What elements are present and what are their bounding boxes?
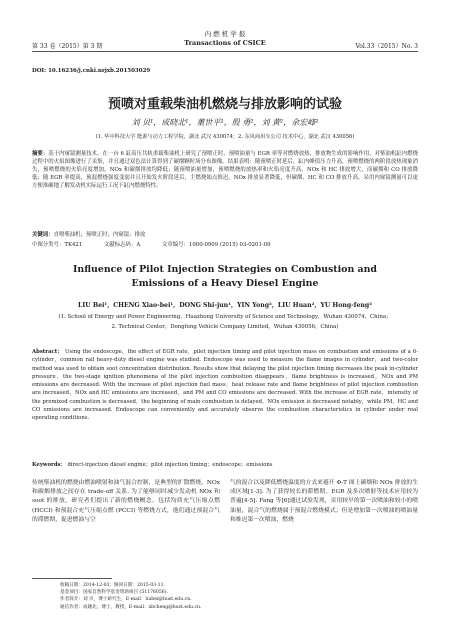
header-volume-cn: 第 33 卷（2015）第 3 期 <box>32 43 103 50</box>
cn-keywords-text: 直喷柴油机；预喷正时；内窥镜；排放 <box>53 232 146 238</box>
journal-name-en: Transactions of CSICE <box>184 39 266 47</box>
cn-affiliation: (1. 华中科技大学 能源与动力工程学院，湖北 武汉 430074；2. 东风商用车公司 技术中心，湖北 武汉 430056) <box>95 134 355 140</box>
footnote-author-bio: 作者简介：刘 贝，博士研究生，E-mail：liubei@hust.edu.cn. <box>60 597 192 603</box>
cn-clc: 中图分类号：TK421 <box>32 242 83 248</box>
journal-name-cn: 内 燃 机 学 报 <box>204 30 246 38</box>
header-divider <box>32 51 418 52</box>
cn-keywords-label: 关键词： <box>32 232 54 238</box>
footnote-funding: 基金项目：国家自然科学基金资助项目 (51176056). <box>60 590 168 596</box>
footnotes <box>60 582 360 611</box>
cn-keywords <box>32 231 418 239</box>
en-keywords-label: Keywords： <box>32 462 66 468</box>
cn-abstract-label: 摘要： <box>32 151 49 157</box>
footnote-corresponding: 通信作者：成晓北，博士，教授，E-mail：xbcheng@hust.edu.cn. <box>60 604 202 610</box>
doi: DOI: 10.16236/j.cnki.nrjxb.201503029 <box>32 68 151 74</box>
en-title-line2: Emissions of a Heavy Diesel Engine <box>131 277 319 289</box>
cn-authors: 刘 贝¹，成晓北¹，董世平¹，殷 勇²，刘 黄²，余宏峰² <box>131 118 319 127</box>
en-keywords <box>32 461 418 469</box>
en-title-line1: Influence of Pilot Injection Strategies on Combustion and <box>73 264 377 275</box>
cn-abstract-text: 基于内窥镜测量技术，在一台 6 缸高压共轨重载柴油机上研究了预喷正时、预喷油量与 EGR 率等对燃烧放热、排放物生成的影响作用。对柴油机缸内燃烧过程中的火焰图像进行了采集，并且通过双色法计算得到了碳烟颗粒场分布图像。结果表明：随预喷正时延后，缸内峰值压力升高，预喷燃烧的两阶段放热现象消失，预喷燃烧的火焰亮度增加，NOx 和碳烟排放均降低；随预喷油量增加，预喷燃烧的放热率和火焰亮度升高，NOx 和 HC 排放增大，而碳烟和 CO 排放降低；随 EGR 率提高，预混燃烧强度变弱并且开始发火阶段延后，主燃烧始点推迟，NOx 排放显著降低，但碳烟、HC 和 CO 排放升高。采用内窥镜测量可以更方便准确地了解发动机实际运行工况下缸内燃烧特性。 <box>32 151 418 190</box>
cn-doc-code: 文献标志码：A <box>103 242 141 248</box>
cn-classification <box>32 241 418 249</box>
en-affiliation-1: (1. School of Energy and Power Engineering，Huazhong University of Science and Technology，Wuhan 430074，China； <box>58 314 392 320</box>
header-volume-en: Vol.33（2015）No. 3 <box>355 43 418 50</box>
body-column-right: 气的混合以及降低燃烧温度的方式来避开 Φ-T 图上碳烟和 NOx 排放的生成区域[1-3]. 为了获得较长的滞燃期，EGR 及多次喷射等技术应用较为普遍[4-5]. Fang 等[6]通过试验发现，采用较早的第一次喷油和较小的喷油量，混合气的燃烧属于预混合燃烧模式；但是增加第一次喷油的喷油量和推迟第一次喷油，燃烧 <box>230 480 418 523</box>
cn-abstract <box>32 150 418 230</box>
en-authors: LIU Bei¹，CHENG Xiao-bei¹，DONG Shi-jun¹，YIN Yong²，LIU Huan²，YU Hong-feng² <box>78 302 372 309</box>
footnote-divider <box>32 578 112 579</box>
en-abstract-label: Abstract： <box>32 349 63 355</box>
footnote-received: 收稿日期：2014-12-03；修回日期：2015-03-11. <box>60 583 165 588</box>
body-column-left: 传统柴油机的燃烧由燃油喷射和油气混合控制，是典型的扩散燃烧，NOx 和碳烟排放之间存在 trade-off 关系. 为了能够同时减少发动机 NOx 和 soot 的排放，研究者们提出了新的燃烧概念，包括均质充气压缩点燃 (HCCI) 和预混合充气压缩点燃 (PCCI) 等燃烧方式，他们通过预混合气的滞燃期，促进燃油与空 <box>32 480 220 523</box>
cn-title: 预喷对重载柴油机燃烧与排放影响的试验 <box>107 97 342 112</box>
cn-article-no: 文章编号：1000-0909 (2015) 03-0201-09 <box>161 242 271 248</box>
en-affiliation <box>0 313 450 332</box>
en-keywords-text: direct-injection diesel engine；pilot injection timing；endoscope；emissions <box>67 462 273 468</box>
en-abstract <box>32 348 418 458</box>
en-affiliation-2: 2. Technical Center，Dongfeng Vehicle Company Limited，Wuhan 430056，China) <box>111 323 339 330</box>
en-title <box>0 263 450 290</box>
en-abstract-text: Using the endoscope，the effect of EGR rate，pilot injection timing and pilot injection mass on combustion and emissions of a 6-cylinder，common rail heavy-duty diesel engine was studied. Endoscope was used to measure the flame images in cylinder，and two-color method was used to obtain soot concentration distribution. Results show that delaying the pilot injection timing decreases the peak in-cylinder pressure，the two-stage ignition phenomena of the pilot injection combustion disappears，flame brightness is increased，NOx and PM emissions are decreased. With the increase of pilot injection fuel mass，heat release rate and flame brightness of pilot injection combustion are increased，NOx and HC emissions are increased，and PM and CO emissions are decreased. With the increase of EGR rate，intensity of the premixed combustion is decreased，the beginning of main combustion is delayed，NOx emission is decreased notably，while PM，HC and CO emissions are increased. Endoscope can conveniently and accurately observe the combustion characteristics in cylinder under real operating conditions. <box>32 349 418 422</box>
